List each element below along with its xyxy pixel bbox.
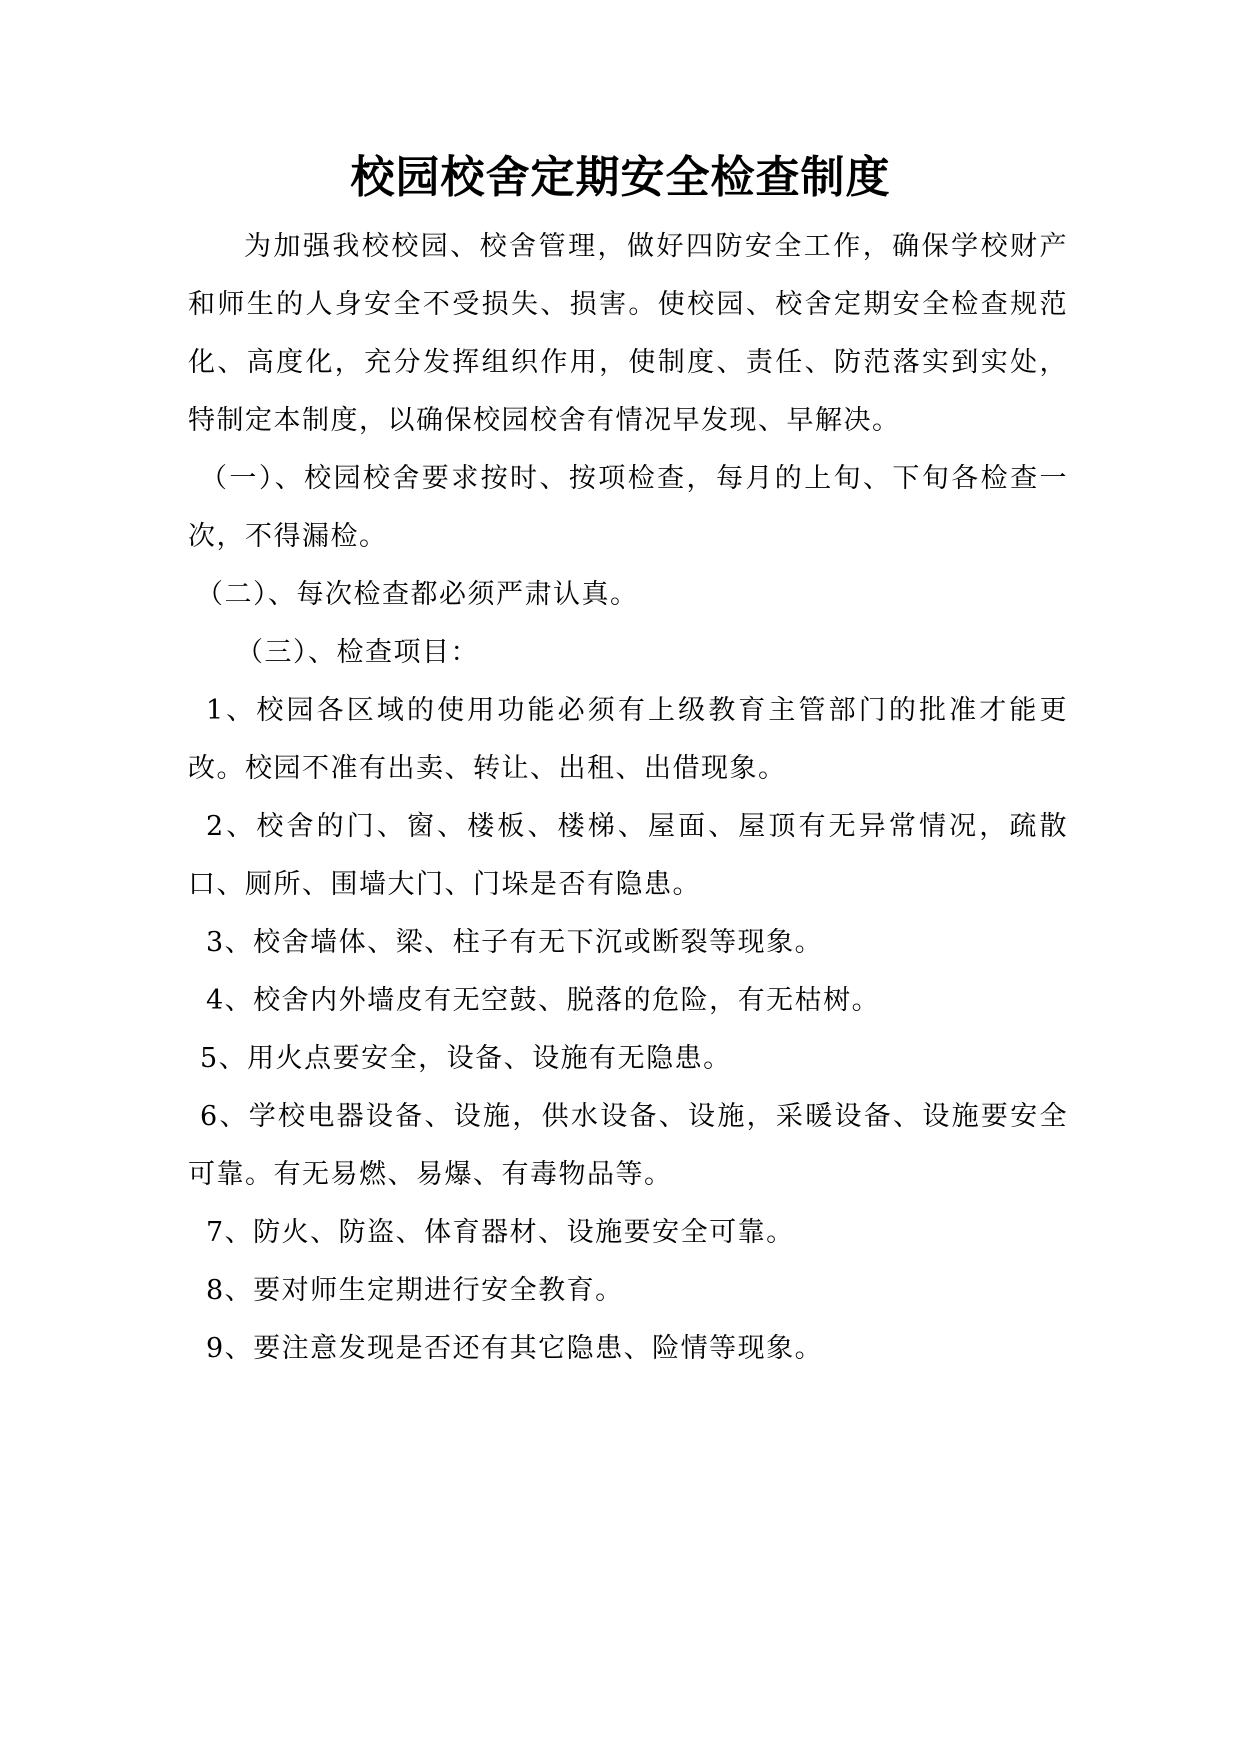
list-item: 6、学校电器设备、设施，供水设备、设施，采暖设备、设施要安全可靠。有无易燃、易爆、有毒物品等。 (188, 1101, 1068, 1190)
list-item: 8、要对师生定期进行安全教育。 (206, 1275, 624, 1306)
section-1-paragraph: （一）、校园校舍要求按时、按项检查，每月的上旬、下旬各检查一次，不得漏检。 (188, 463, 1068, 552)
list-item: 1、校园各区域的使用功能必须有上级教育主管部门的批准才能更改。校园不准有出卖、转让、出租、出借现象。 (188, 695, 1068, 784)
list-item: 2、校舍的门、窗、楼板、楼梯、屋面、屋顶有无异常情况，疏散口、厕所、围墙大门、门垛是否有隐患。 (188, 811, 1068, 900)
list-item: 7、防火、防盗、体育器材、设施要安全可靠。 (206, 1217, 795, 1248)
section-2-paragraph: （二）、每次检查都必须严肃认真。 (196, 579, 639, 610)
list-item: 9、要注意发现是否还有其它隐患、险情等现象。 (206, 1333, 824, 1364)
document-title: 校园校舍定期安全检查制度 (350, 152, 891, 203)
section-3-heading: （三）、检查项目： (236, 637, 479, 668)
document-body (188, 218, 1068, 1378)
list-item: 5、用火点要安全，设备、设施有无隐患。 (200, 1043, 732, 1074)
intro-paragraph: 为加强我校校园、校舍管理，做好四防安全工作，确保学校财产和师生的人身安全不受损失、损害。使校园、校舍定期安全检查规范化、高度化，充分发挥组织作用，使制度、责任、防范落实到实处，特制定本制度，以确保校园校舍有情况早发现、早解决。 (188, 231, 1068, 436)
list-item: 3、校舍墙体、梁、柱子有无下沉或断裂等现象。 (206, 927, 824, 958)
list-item: 4、校舍内外墙皮有无空鼓、脱落的危险，有无枯树。 (206, 985, 881, 1016)
